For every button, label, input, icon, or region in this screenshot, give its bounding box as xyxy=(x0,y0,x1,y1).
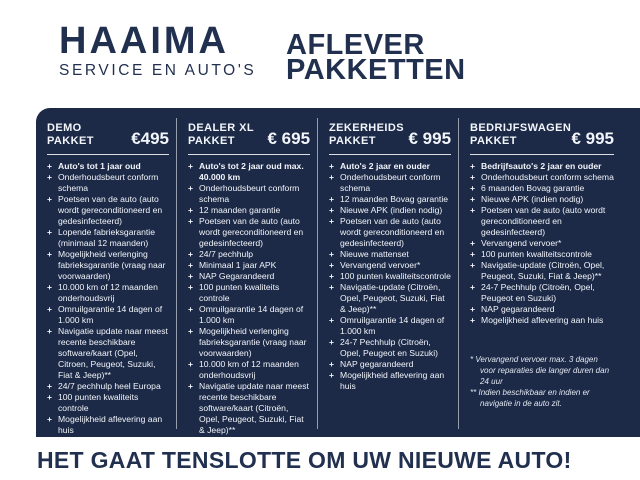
package-feature-list xyxy=(470,161,614,326)
package-feature xyxy=(47,392,169,414)
plus-bullet-icon: + xyxy=(47,161,53,171)
package-feature xyxy=(188,359,310,381)
feature-text: Nieuwe APK (indien nodig) xyxy=(481,194,584,204)
feature-text: Bedrijfsauto's 2 jaar en ouder xyxy=(481,161,602,171)
package-name-line1: DEMO xyxy=(47,122,82,134)
feature-text: Navigatie-update (Citroën, Opel, Peugeot, Suzuki, Fiat & Jeep)** xyxy=(481,260,605,281)
feature-text: Mogelijkheid aflevering aan huis xyxy=(481,315,604,325)
feature-text: Auto's 2 jaar en ouder xyxy=(340,161,430,171)
plus-bullet-icon: + xyxy=(188,161,194,171)
header-divider xyxy=(329,154,451,155)
plus-bullet-icon: + xyxy=(329,282,335,292)
feature-text: NAP gegarandeerd xyxy=(340,359,414,369)
plus-bullet-icon: + xyxy=(470,183,476,193)
package-name xyxy=(329,122,404,147)
package-column xyxy=(176,118,317,435)
plus-bullet-icon: + xyxy=(47,304,53,314)
feature-text: Poetsen van de auto (auto wordt gereconditioneerd en gedesinfecteerd) xyxy=(481,205,606,237)
plus-bullet-icon: + xyxy=(470,282,476,292)
package-feature xyxy=(188,436,310,437)
footnote: ** Indien beschikbaar en indien er navigatie in de auto zit. xyxy=(470,388,590,408)
package-feature xyxy=(47,227,169,249)
feature-text: Poetsen van de auto (auto wordt gereconditioneerd en gedesinfecteerd) xyxy=(340,216,445,248)
feature-text: 24/7 pechhulp xyxy=(199,249,254,259)
header-divider xyxy=(470,154,614,155)
feature-text: Navigatie update naar meest recente beschikbare software/kaart (Citroën, Opel, Peugeot, Suzuki, Fiat & Jeep)** xyxy=(199,381,309,435)
plus-bullet-icon: + xyxy=(47,326,53,336)
feature-text: 100 punten kwaliteits controle xyxy=(58,392,139,413)
package-feature xyxy=(329,194,451,205)
feature-text: 100 punten kwaliteitscontrole xyxy=(340,271,451,281)
package-feature xyxy=(47,282,169,304)
package-feature xyxy=(470,304,614,315)
package-feature xyxy=(470,205,614,238)
plus-bullet-icon: + xyxy=(329,337,335,347)
plus-bullet-icon: + xyxy=(188,359,194,369)
package-feature xyxy=(47,161,169,172)
feature-text: Omruilgarantie 14 dagen of 1.000 km xyxy=(199,304,304,325)
package-feature xyxy=(329,282,451,315)
package-header xyxy=(188,122,310,147)
plus-bullet-icon: + xyxy=(188,326,194,336)
plus-bullet-icon: + xyxy=(47,194,53,204)
package-name xyxy=(188,122,254,147)
plus-bullet-icon: + xyxy=(329,194,335,204)
plus-bullet-icon: + xyxy=(47,249,53,259)
package-name-line1: DEALER XL xyxy=(188,122,254,134)
page-title-line1: AFLEVER xyxy=(286,29,425,61)
package-feature xyxy=(47,326,169,381)
plus-bullet-icon: + xyxy=(329,172,335,182)
plus-bullet-icon: + xyxy=(188,205,194,215)
package-feature xyxy=(188,249,310,260)
feature-text: Vervangend vervoer* xyxy=(340,260,421,270)
feature-text: Poetsen van de auto (auto wordt gereconditioneerd en gedesinfecteerd) xyxy=(199,216,304,248)
feature-text xyxy=(199,436,310,437)
plus-bullet-icon: + xyxy=(47,227,53,237)
plus-bullet-icon: + xyxy=(470,249,476,259)
package-feature xyxy=(188,326,310,359)
feature-text: Omruilgarantie 14 dagen of 1.000 km xyxy=(340,315,445,336)
plus-bullet-icon: + xyxy=(47,172,53,182)
package-feature xyxy=(470,260,614,282)
package-feature xyxy=(329,249,451,260)
feature-text: 100 punten kwaliteits controle xyxy=(199,282,280,303)
feature-text: Navigatie update naar meest recente beschikbare software/kaart (Opel, Citroen, Peugeot, Suzuki, Fiat & Jeep)** xyxy=(58,326,168,380)
package-feature xyxy=(329,161,451,172)
plus-bullet-icon: + xyxy=(470,172,476,182)
package-feature xyxy=(470,282,614,304)
feature-text: Nieuwe mattenset xyxy=(340,249,409,259)
package-feature xyxy=(47,304,169,326)
plus-bullet-icon: + xyxy=(329,249,335,259)
package-feature xyxy=(329,172,451,194)
page-title xyxy=(286,29,466,86)
feature-text: Minimaal 1 jaar APK xyxy=(199,260,277,270)
package-name-line1: ZEKERHEIDS xyxy=(329,122,404,134)
feature-text: 100 punten kwaliteitscontrole xyxy=(481,249,592,259)
feature-text: Onderhoudsbeurt conform schema xyxy=(58,172,159,193)
feature-text: Onderhoudsbeurt conform schema xyxy=(481,172,614,182)
plus-bullet-icon xyxy=(188,436,199,437)
plus-bullet-icon: + xyxy=(47,414,53,424)
bottom-slogan: HET GAAT TENSLOTTE OM UW NIEUWE AUTO! xyxy=(37,447,572,473)
package-feature xyxy=(47,172,169,194)
package-feature-list xyxy=(188,161,310,437)
plus-bullet-icon: + xyxy=(329,205,335,215)
package-feature xyxy=(329,370,451,392)
package-feature xyxy=(470,249,614,260)
plus-bullet-icon: + xyxy=(188,183,194,193)
feature-text: NAP Gegarandeerd xyxy=(199,271,275,281)
feature-text: Mogelijkheid aflevering aan huis xyxy=(340,370,445,391)
company-name: HAAIMA xyxy=(59,20,229,62)
feature-text: Poetsen van de auto (auto wordt gereconditioneerd en gedesinfecteerd) xyxy=(58,194,163,226)
package-feature xyxy=(329,216,451,249)
plus-bullet-icon: + xyxy=(470,161,476,171)
plus-bullet-icon: + xyxy=(470,304,476,314)
plus-bullet-icon: + xyxy=(470,315,476,325)
package-feature xyxy=(188,183,310,205)
plus-bullet-icon: + xyxy=(329,260,335,270)
plus-bullet-icon: + xyxy=(329,271,335,281)
feature-text: 24-7 Pechhulp (Citroën, Opel, Peugeot en Suzuki) xyxy=(481,282,595,303)
feature-text: Vervangend vervoer* xyxy=(481,238,562,248)
plus-bullet-icon: + xyxy=(47,392,53,402)
package-column xyxy=(317,118,458,429)
package-feature xyxy=(188,205,310,216)
plus-bullet-icon: + xyxy=(329,359,335,369)
footnote: * Vervangend vervoer max. 3 dagen voor reparaties die langer duren dan 24 uur xyxy=(470,355,610,386)
package-feature xyxy=(329,260,451,271)
package-feature xyxy=(470,183,614,194)
package-name-line2: PAKKET xyxy=(470,134,517,147)
package-header xyxy=(47,122,169,147)
package-name-line2: PAKKET xyxy=(329,134,376,147)
footnotes xyxy=(470,354,614,409)
feature-text: Mogelijkheid verlenging fabrieksgarantie (vraag naar voorwaarden) xyxy=(199,326,307,358)
packages-panel xyxy=(36,108,640,437)
feature-text: 12 maanden Bovag garantie xyxy=(340,194,449,204)
package-feature xyxy=(329,315,451,337)
package-feature xyxy=(329,205,451,216)
feature-text: Lopende fabrieksgarantie (minimaal 12 maanden) xyxy=(58,227,155,248)
package-price: €495 xyxy=(131,129,170,148)
package-price: € 995 xyxy=(571,129,615,148)
package-feature xyxy=(188,282,310,304)
package-name-line1: BEDRIJFSWAGEN xyxy=(470,122,572,134)
package-feature xyxy=(47,381,169,392)
feature-text: Auto's tot 1 jaar oud xyxy=(58,161,141,171)
package-feature xyxy=(188,216,310,249)
package-header xyxy=(329,122,451,147)
package-price: € 995 xyxy=(408,129,452,148)
plus-bullet-icon: + xyxy=(188,271,194,281)
package-feature xyxy=(47,194,169,227)
company-tagline: SERVICE EN AUTO'S xyxy=(59,62,257,79)
plus-bullet-icon: + xyxy=(47,381,53,391)
feature-text: Onderhoudsbeurt conform schema xyxy=(340,172,441,193)
plus-bullet-icon: + xyxy=(188,282,194,292)
package-feature xyxy=(47,249,169,282)
plus-bullet-icon: + xyxy=(470,205,476,215)
package-feature-list xyxy=(329,161,451,392)
plus-bullet-icon: + xyxy=(188,216,194,226)
plus-bullet-icon: + xyxy=(329,370,335,380)
plus-bullet-icon: + xyxy=(470,260,476,270)
package-name xyxy=(470,122,571,147)
feature-text: Mogelijkheid verlenging fabrieksgarantie (vraag naar voorwaarden) xyxy=(58,249,166,281)
package-column xyxy=(36,118,176,435)
package-feature xyxy=(470,194,614,205)
feature-text: 24-7 Pechhulp (Citroën, Opel, Peugeot en Suzuki) xyxy=(340,337,438,358)
feature-text: 6 maanden Bovag garantie xyxy=(481,183,585,193)
package-feature xyxy=(470,238,614,249)
plus-bullet-icon: + xyxy=(329,161,335,171)
feature-text: Auto's tot 2 jaar oud max. 40.000 km xyxy=(199,161,304,182)
plus-bullet-icon: + xyxy=(188,381,194,391)
page-title-line2: PAKKETTEN xyxy=(286,54,466,86)
package-feature xyxy=(329,337,451,359)
package-feature xyxy=(329,271,451,282)
feature-text: 10.000 km of 12 maanden onderhoudsvrij xyxy=(199,359,299,380)
plus-bullet-icon: + xyxy=(470,238,476,248)
feature-text: Nieuwe APK (indien nodig) xyxy=(340,205,443,215)
package-name-line2: PAKKET xyxy=(47,134,94,147)
package-feature xyxy=(470,172,614,183)
plus-bullet-icon: + xyxy=(188,304,194,314)
package-price: € 695 xyxy=(267,129,311,148)
plus-bullet-icon: + xyxy=(188,260,194,270)
feature-text: Omruilgarantie 14 dagen of 1.000 km xyxy=(58,304,163,325)
package-feature xyxy=(188,304,310,326)
package-name-line2: PAKKET xyxy=(188,134,235,147)
feature-text: Mogelijkheid aflevering aan huis xyxy=(58,414,163,435)
plus-bullet-icon: + xyxy=(188,249,194,259)
company-logo xyxy=(59,22,256,80)
package-name xyxy=(47,122,94,147)
package-feature xyxy=(470,161,614,172)
feature-text: NAP gegarandeerd xyxy=(481,304,555,314)
package-feature xyxy=(188,271,310,282)
feature-text: Navigatie-update (Citroën, Opel, Peugeot, Suzuki, Fiat & Jeep)** xyxy=(340,282,445,314)
feature-text: Onderhoudsbeurt conform schema xyxy=(199,183,300,204)
feature-text: 10.000 km of 12 maanden onderhoudsvrij xyxy=(58,282,158,303)
package-feature xyxy=(188,381,310,436)
package-feature xyxy=(47,414,169,436)
plus-bullet-icon: + xyxy=(329,315,335,325)
package-feature xyxy=(470,315,614,326)
package-header xyxy=(470,122,614,147)
plus-bullet-icon: + xyxy=(47,282,53,292)
feature-text: 24/7 pechhulp heel Europa xyxy=(58,381,161,391)
package-feature xyxy=(329,359,451,370)
package-feature xyxy=(188,260,310,271)
header-divider xyxy=(188,154,310,155)
package-feature-list xyxy=(47,161,169,436)
plus-bullet-icon: + xyxy=(329,216,335,226)
package-column xyxy=(458,118,640,429)
package-feature xyxy=(188,161,310,183)
header-divider xyxy=(47,154,169,155)
feature-text: 12 maanden garantie xyxy=(199,205,281,215)
plus-bullet-icon: + xyxy=(470,194,476,204)
